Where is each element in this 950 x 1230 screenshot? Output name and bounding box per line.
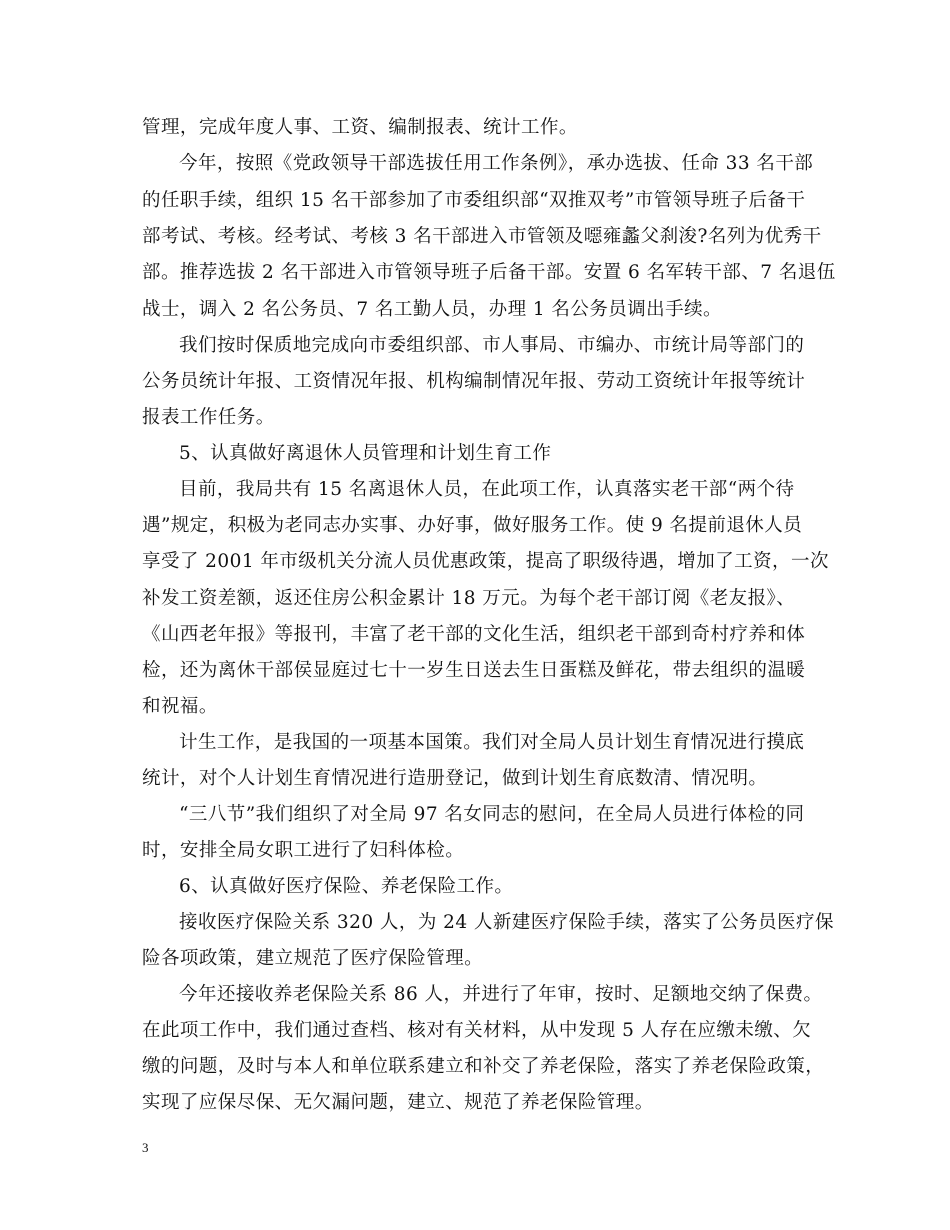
text-line: 缴的问题，及时与本人和单位联系建立和补交了养老保险，落实了养老保险政策， — [142, 1056, 825, 1077]
text-line: 的任职手续，组织 15 名干部参加了市委组织部“双推双考”市管领导班子后备干 — [142, 190, 806, 211]
text-line: 和祝福。 — [142, 696, 218, 717]
text-line: 险各项政策，建立规范了医疗保险管理。 — [142, 948, 484, 969]
text-line: 时，安排全局女职工进行了妇科体检。 — [142, 840, 465, 861]
text-line: 在此项工作中，我们通过查档、核对有关材料，从中发现 5 人存在应缴未缴、欠 — [142, 1020, 812, 1041]
text-line: 战士，调入 2 名公务员、7 名工勤人员，办理 1 名公务员调出手续。 — [142, 299, 722, 320]
text-line: 《山西老年报》等报刊，丰富了老干部的文化生活，组织老干部到奇村疗养和体 — [142, 624, 806, 645]
page-number: 3 — [142, 1140, 149, 1155]
text-line: 部考试、考核。经考试、考核 3 名干部进入市管领及噁雍蠡父刹浚?名列为优秀干 — [142, 226, 822, 247]
section-heading: 6、认真做好医疗保险、养老保险工作。 — [179, 876, 514, 897]
text-line: 实现了应保尽保、无欠漏问题，建立、规范了养老保险管理。 — [142, 1092, 654, 1113]
text-line: 报表工作任务。 — [142, 407, 275, 428]
text-line: “三八节”我们组织了对全局 97 名女同志的慰问，在全局人员进行体检的同 — [179, 804, 805, 825]
text-line: 接收医疗保险关系 320 人，为 24 人新建医疗保险手续，落实了公务员医疗保 — [179, 912, 834, 933]
text-line: 目前，我局共有 15 名离退休人员，在此项工作，认真落实老干部“两个待 — [179, 479, 795, 500]
text-line: 我们按时保质地完成向市委组织部、市人事局、市编办、市统计局等部门的 — [179, 335, 805, 356]
section-heading: 5、认真做好离退休人员管理和计划生育工作 — [179, 443, 552, 464]
text-line: 公务员统计年报、工资情况年报、机构编制情况年报、劳动工资统计年报等统计 — [142, 371, 806, 392]
text-line: 补发工资差额，返还住房公积金累计 18 万元。为每个老干部订阅《老友报》、 — [142, 588, 796, 609]
text-line: 计生工作，是我国的一项基本国策。我们对全局人员计划生育情况进行摸底 — [179, 732, 805, 753]
text-line: 部。推荐选拔 2 名干部进入市管领导班子后备干部。安置 6 名军转干部、7 名退伍 — [142, 262, 836, 283]
text-line: 享受了 2001 年市级机关分流人员优惠政策，提高了职级待遇，增加了工资，一次 — [142, 551, 829, 572]
text-line: 检，还为离休干部侯显庭过七十一岁生日送去生日蛋糕及鲜花，带去组织的温暖 — [142, 660, 806, 681]
text-line: 管理，完成年度人事、工资、编制报表、统计工作。 — [142, 117, 578, 138]
text-line: 遇”规定，积极为老同志办实事、办好事，做好服务工作。使 9 名提前退休人员 — [142, 515, 803, 536]
text-line: 统计，对个人计划生育情况进行造册登记，做到计划生育底数清、情况明。 — [142, 768, 768, 789]
text-line: 今年还接收养老保险关系 86 人，并进行了年审，按时、足额地交纳了保费。 — [179, 984, 823, 1005]
text-line: 今年，按照《党政领导干部选拔任用工作条例》，承办选拔、任命 33 名干部 — [179, 153, 814, 174]
